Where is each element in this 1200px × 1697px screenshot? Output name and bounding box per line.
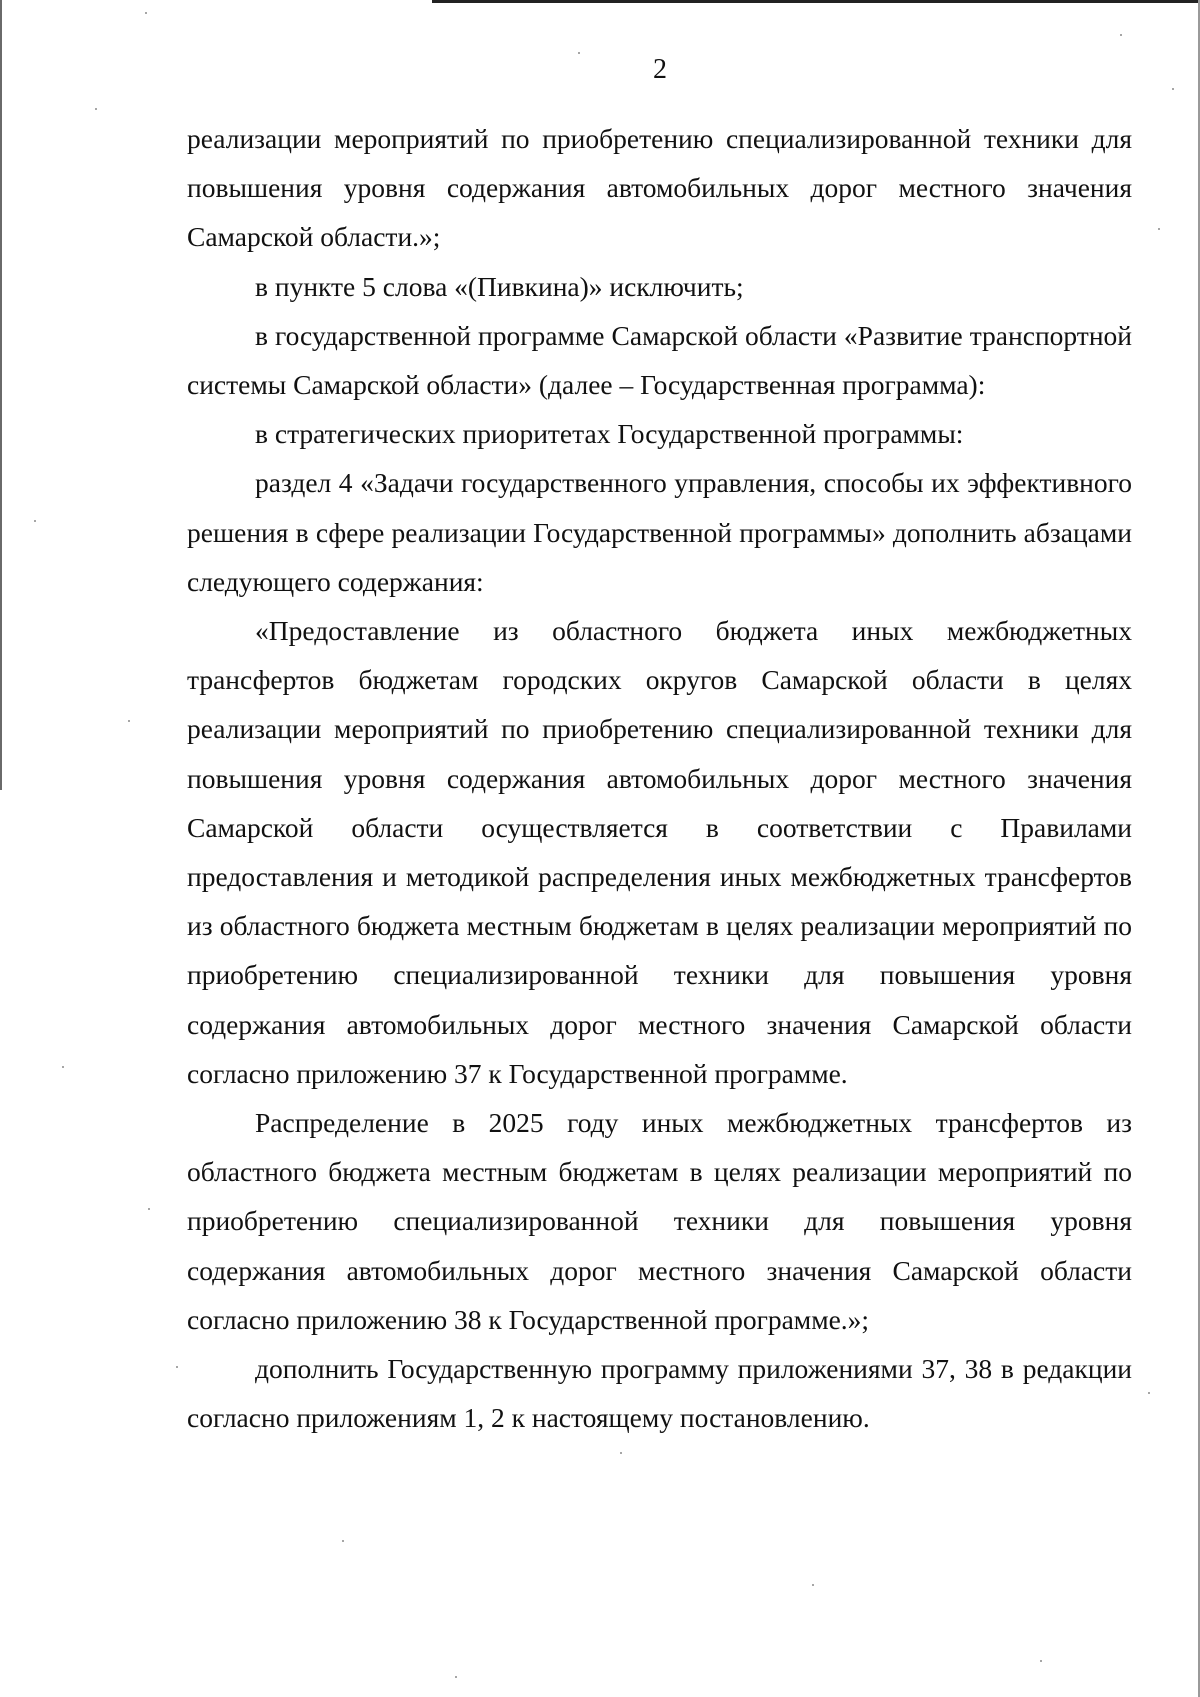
scan-speck [148,1208,150,1210]
scan-speck [95,108,97,110]
paragraph-item-5: в пункте 5 слова «(Пивкина)» исключить; [255,270,744,302]
scan-speck [176,1366,178,1368]
document-body [187,114,1132,1442]
scan-speck [1172,88,1174,90]
paragraph-provision: «Предоставление из областного бюджета иных межбюджетных трансфертов бюджетам городских округов Самарской области в целях реализации мероприятий по приобретению специализированной техники для повышения уровня содержания автомобильных дорог местного значения Самарской области осуществляется в соответствии с Правилами предоставления и методикой распределения иных межбюджетных трансфертов из областного бюджета местным бюджетам в целях реализации мероприятий по приобретению специализированной техники для повышения уровня содержания автомобильных дорог местного значения Самарской области согласно приложению 37 к Государственной программе. [187,615,1132,1089]
scan-speck [620,1452,622,1454]
scan-speck [1040,1660,1042,1662]
paragraph-continuation: реализации мероприятий по приобретению специализированной техники для повышения уровня содержания автомобильных дорог местного значения Самарской области.»; [187,123,1132,253]
scan-speck [1158,228,1160,230]
paragraph-appendices: дополнить Государственную программу приложениями 37, 38 в редакции согласно приложениям 1, 2 к настоящему постановлению. [187,1353,1132,1434]
paragraph-section-4: раздел 4 «Задачи государственного управления, способы их эффективного решения в сфере реализации Государственной программы» дополнить абзацами следующего содержания: [187,467,1132,597]
left-scan-edge [0,0,2,790]
paragraph-distribution: Распределение в 2025 году иных межбюджетных трансфертов из областного бюджета местным бюджетам в целях реализации мероприятий по приобретению специализированной техники для повышения уровня содержания автомобильных дорог местного значения Самарской области согласно приложению 38 к Государственной программе.»; [187,1107,1132,1335]
scan-speck [34,520,36,522]
scan-speck [128,720,130,722]
scan-speck [1148,1392,1150,1394]
scan-speck [342,1540,344,1542]
paragraph-strategic-priorities: в стратегических приоритетах Государственной программы: [255,418,964,450]
scan-speck [812,1584,814,1586]
top-border-line [432,0,1200,3]
scan-speck [455,1676,457,1678]
scan-speck [145,12,147,14]
paragraph-state-program: в государственной программе Самарской области «Развитие транспортной системы Самарской области» (далее – Государственная программа): [187,319,1132,401]
scan-speck [62,1066,64,1068]
page-number: 2 [653,54,667,85]
scan-speck [578,52,580,54]
scan-speck [1120,34,1122,36]
